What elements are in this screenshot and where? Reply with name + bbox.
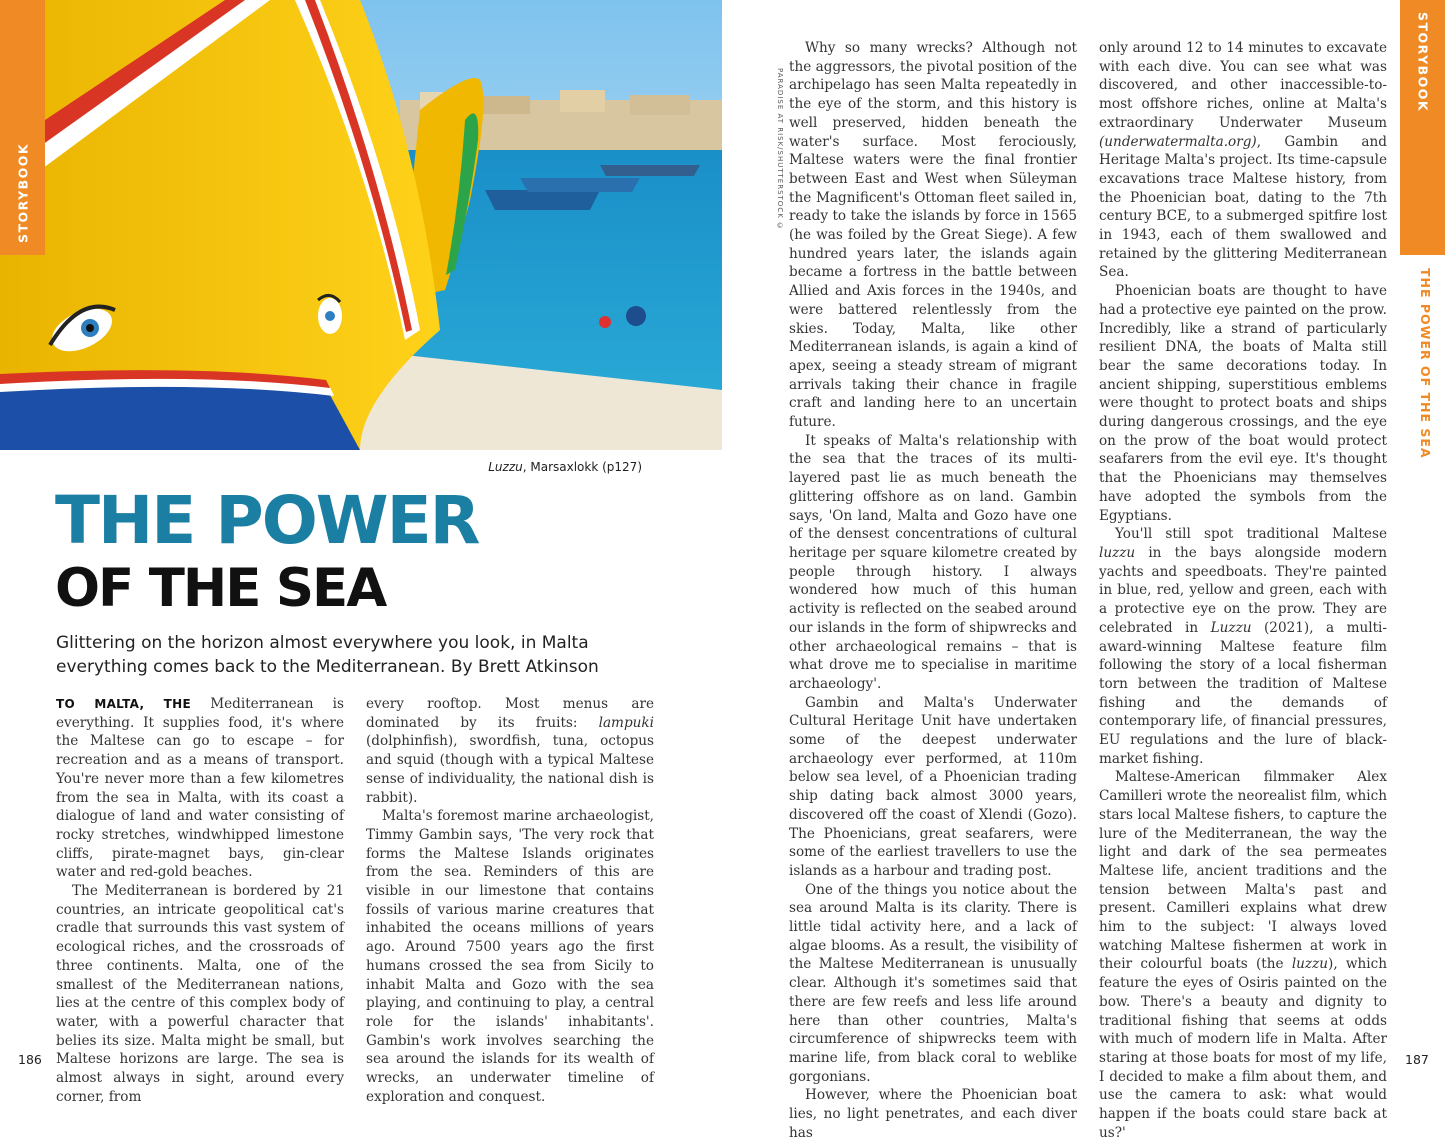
caption-italic: Luzzu [488,460,523,474]
standfirst: Glittering on the horizon almost everywhere you look, in Malta everything comes back to the Mediterranean. By Brett Atkinson [56,633,599,677]
body-column-3 [789,39,1077,1142]
paragraph: only around 12 to 14 minutes to excavate with each dive. You can see what was discovered, and other inaccessible-to-most offshore riches, online at Malta's extraordinary Underwater Museum (underwatermalta.org), Gambin and Heritage Malta's project. Its time-capsule excavations trace Maltese history, from the Phoenician boat, dating to the 7th century BCE, to a submerged spitfire lost in 1943, each of them swallowed and retained by the glittering Mediterranean Sea. [1099,40,1387,281]
section-tab-label: STORYBOOK [15,142,30,243]
paragraph: Gambin and Malta's Underwater Cultural Heritage Unit have undertaken some of the deepest underwater archaeology ever performed, at 110m below sea level, of a Phoenician trading ship dating back almost 3000 years, discovered off the coast of Xlendi (Gozo). The Phoenicians, great seafarers, were some of the earliest travellers to use the islands as a harbour and trading post. [789,694,1077,879]
paragraph: TO MALTA, THE Mediterranean is everything. It supplies food, it's where the Maltese can go to escape – for recreation and as a means of transport. You're never more than a few kilometres from the sea in Malta, with its coast a dialogue of land and water consisting of rocky stretches, windwhipped limestone cliffs, pirate-magnet bays, gin-clear water and red-gold beaches. [56,696,344,881]
paragraph: Phoenician boats are thought to have had a protective eye painted on the prow. Incredibly, like a strand of particularly resilient DNA, the boats of Malta still bear the same decorations today. In ancient shipping, superstitious emblems were thought to protect boats and ships during dangerous crossings, and the eye on the prow of the boat would protect seafarers from the evil eye. It's thought that the Phoenicians may themselves have adopted the symbols from the Egyptians. [1099,283,1387,524]
headline-line-2: OF THE SEA [55,558,386,619]
section-tab [1400,0,1445,255]
page-number-left: 186 [18,1052,42,1067]
paragraph: The Mediterranean is bordered by 21 countries, an intricate geopolitical cat's cradle that surrounds this vast system of ecological riches, and the crossroads of three continents. Malta, one of the smallest of the Mediterranean nations, lies at the centre of this complex body of water, with a powerful character that belies its size. Malta might be small, but Maltese horizons are large. The sea is almost always in sight, around every corner, from [56,883,344,1105]
paragraph: You'll still spot traditional Maltese luzzu in the bays alongside modern yachts and speedboats. They're painted in blue, red, yellow and green, each with a protective eye on the prow. They are celebrated in Luzzu (2021), a multi-award-winning Maltese feature film following the story of a local fisherman torn between the tradition of Maltese fishing and the demands of contemporary life, of financial pressures, EU regulations and the lure of black-market fishing. [1099,526,1387,767]
body-column-4 [1099,39,1387,1142]
body-column-2 [366,695,654,1106]
paragraph: It speaks of Malta's relationship with the sea that the traces of its multi-layered past lie as much beneath the glittering offshore as on land. Gambin says, 'On land, Malta and Gozo have one of the densest concentrations of cultural heritage per square kilometre created by people through history. I always wondered how much of this human activity is reflected on the seabed around our islands in the form of shipwrecks and other archaeological remains – that is what drove me to specialise in maritime archaeology'. [789,432,1077,692]
photo-credit: PARADISE AT RISK/SHUTTERSTOCK © [776,68,784,232]
paragraph: Malta's foremost marine archaeologist, Timmy Gambin says, 'The very rock that forms the Maltese Islands originates from the sea. Reminders of this are visible in our limestone that contains fossils of various marine creatures that inhabited the oceans millions of years ago. Around 7500 years ago the first humans crossed the sea from Sicily to inhabit Malta and Gozo with the sea playing, and continuing to play, a central role for the islands' inhabitants'. Gambin's work involves searching the sea around the islands for its wealth of wrecks, an underwater timeline of exploration and conquest. [366,808,654,1105]
lead-in: TO MALTA, THE [56,697,192,711]
page-number-right: 187 [1405,1052,1429,1067]
headline-line-1: THE POWER [55,482,479,559]
paragraph: Why so many wrecks? Although not the aggressors, the pivotal position of the archipelago has seen Malta repeatedly in the eye of the storm, and this history is well preserved, hidden beneath the water's surface. Most ferociously, Maltese waters were the final frontier between East and West when Süleyman the Magnificent's Ottoman fleet sailed in, ready to take the islands by force in 1565 (he was foiled by the Great Siege). A few hundred years later, the islands again became a fortress in the battle between Allied and Axis forces in the 1940s, and were battered relentlessly from the skies. Today, Malta, like other Mediterranean islands, is again a kind of apex, seeing a steady stream of migrant arrivals taking their chance in fragile craft and landing here to an uncertain future. [789,40,1077,431]
paragraph: every rooftop. Most menus are dominated by its fruits: lampuki (dolphinfish), swordfish, tuna, octopus and squid (though with a typical Maltese sense of individuality, the national dish is rabbit). [366,696,654,806]
headline [55,482,479,619]
paragraph: Maltese-American filmmaker Alex Camilleri wrote the neorealist film, which stars local Maltese fishers, to capture the lure of the Mediterranean, the way the light and dark of the sea permeates Maltese life, ancient traditions and the tension between Malta's past and present. Camilleri explains what drew him to the subject: 'I always loved watching Maltese fishermen at work in their colourful boats (the luzzu), which feature the eyes of Osiris painted on the bow. There's a beauty and dignity to traditional fishing that seems at odds with much of modern life in Malta. After staring at those boats for most of my life, I decided to make a film about them, and use the camera to ask: what would happen if the boats could stare back at us?' [1099,769,1387,1141]
paragraph: However, where the Phoenician boat lies, no light penetrates, and each diver has [789,1087,1077,1141]
photo-caption [488,460,642,474]
section-tab [0,0,45,255]
luzzu-photo [0,0,722,450]
paragraph: One of the things you notice about the sea around Malta is its clarity. There is little tidal activity here, and a lack of algae blooms. As a result, the visibility of the Maltese Mediterranean is unusually clear. Although it's sometimes said that there are few reefs and less life around here than other countries, Malta's circumference of shipwrecks teem with marine life, from black coral to weblike gorgonians. [789,881,1077,1085]
section-tab-label: STORYBOOK [1415,12,1430,113]
running-title: THE POWER OF THE SEA [1418,268,1433,459]
caption-rest: , Marsaxlokk (p127) [522,460,642,474]
body-column-1 [56,695,344,1106]
